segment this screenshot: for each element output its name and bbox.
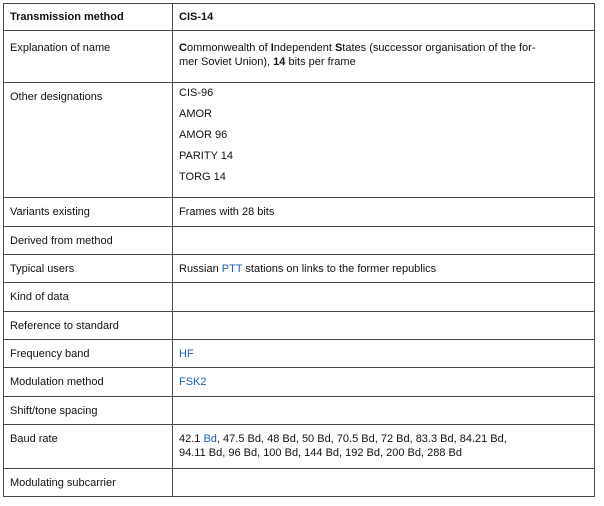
- header-label-cell: [3, 4, 173, 30]
- row-label: Variants existing: [10, 206, 90, 218]
- list-item: AMOR: [179, 108, 212, 120]
- table-row: [3, 197, 595, 226]
- row-label: Explanation of name: [10, 42, 111, 54]
- list-item: CIS-96: [179, 87, 214, 99]
- table-row: [3, 82, 595, 197]
- row-label: Modulating subcarrier: [10, 477, 116, 489]
- row-value-cell: [173, 312, 595, 339]
- list-item: TORG 14: [179, 171, 226, 183]
- row-label: Other designations: [10, 91, 103, 103]
- row-label-cell: [3, 227, 173, 254]
- table-row: [3, 282, 595, 311]
- row-label: Reference to standard: [10, 320, 119, 332]
- row-value: Frames with 28 bits: [179, 206, 275, 218]
- row-value-cell: [173, 425, 595, 468]
- spec-table-page: [3, 3, 595, 497]
- row-label: Kind of data: [10, 291, 69, 303]
- explanation-text: mer Soviet Union),: [179, 56, 274, 68]
- list-item: AMOR 96: [179, 129, 228, 141]
- row-label: Derived from method: [10, 235, 113, 247]
- table-row: [3, 367, 595, 396]
- table-row: [3, 311, 595, 339]
- bd-link[interactable]: Bd: [203, 433, 217, 445]
- baud-text: , 47.5 Bd, 48 Bd, 50 Bd, 70.5 Bd, 72 Bd, 83.3 Bd, 84.21 Bd,: [216, 433, 507, 445]
- row-value-cell: [173, 469, 595, 496]
- table-row: [3, 339, 595, 367]
- row-label-cell: [3, 255, 173, 282]
- row-label: Modulation method: [10, 376, 104, 388]
- table-row: [3, 424, 595, 468]
- row-value-cell: [173, 397, 595, 424]
- row-label: Typical users: [10, 263, 75, 275]
- table-row: [3, 226, 595, 254]
- row-value-cell: [173, 255, 595, 282]
- row-value-cell: [173, 198, 595, 226]
- fsk2-link[interactable]: FSK2: [179, 376, 207, 388]
- hf-link[interactable]: HF: [179, 348, 194, 360]
- table-header-row: [3, 3, 595, 30]
- explanation-bits: 14: [273, 56, 286, 68]
- row-value-cell: [173, 368, 595, 396]
- users-text: Russian: [179, 263, 222, 275]
- explanation-text: ndependent: [273, 42, 335, 54]
- explanation-value: [179, 41, 588, 69]
- explanation-initial-i: I: [270, 42, 274, 54]
- row-label: Frequency band: [10, 348, 90, 360]
- explanation-text: tates (successor organisation of the for-: [342, 42, 536, 54]
- table-row: [3, 254, 595, 282]
- row-label-cell: [3, 312, 173, 339]
- explanation-initial-s: S: [334, 42, 343, 54]
- explanation-text: ommonwealth of: [186, 42, 271, 54]
- row-label: Baud rate: [10, 433, 58, 445]
- explanation-text: bits per frame: [285, 56, 356, 68]
- table-row: [3, 30, 595, 82]
- row-label-cell: [3, 283, 173, 311]
- header-label: Transmission method: [10, 11, 124, 23]
- baud-text: 42.1: [179, 433, 204, 445]
- designations-list: [179, 83, 588, 188]
- baud-text: 94.11 Bd, 96 Bd, 100 Bd, 144 Bd, 192 Bd, 200 Bd, 288 Bd: [179, 447, 462, 459]
- users-text: stations on links to the former republics: [242, 263, 437, 275]
- row-label-cell: [3, 425, 173, 468]
- explanation-initial-c: C: [179, 42, 187, 54]
- list-item: PARITY 14: [179, 150, 234, 162]
- row-value-cell: [173, 31, 595, 82]
- row-label-cell: [3, 198, 173, 226]
- row-label-cell: [3, 31, 173, 82]
- row-label-cell: [3, 83, 173, 197]
- row-label-cell: [3, 397, 173, 424]
- ptt-link[interactable]: PTT: [221, 263, 243, 275]
- row-label: Shift/tone spacing: [10, 405, 98, 417]
- table-row: [3, 396, 595, 424]
- table-row: [3, 468, 595, 497]
- row-value-cell: [173, 340, 595, 367]
- row-value-cell: [173, 227, 595, 254]
- row-label-cell: [3, 469, 173, 496]
- row-label-cell: [3, 368, 173, 396]
- row-label-cell: [3, 340, 173, 367]
- row-value: [179, 262, 588, 276]
- baud-values: [179, 432, 588, 460]
- row-value-cell: [173, 83, 595, 197]
- row-value-cell: [173, 283, 595, 311]
- header-value-cell: [173, 4, 595, 30]
- header-value: CIS-14: [179, 11, 214, 23]
